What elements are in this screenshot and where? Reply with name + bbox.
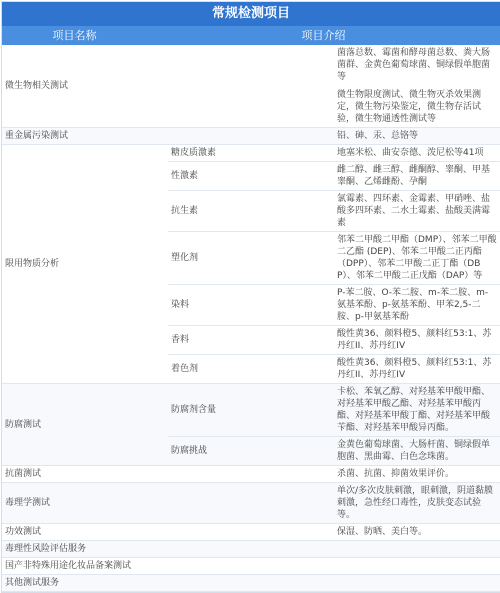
subitem-name: 抗生素	[168, 191, 334, 232]
category-toxicology: 毒理学测试	[2, 483, 334, 524]
subitem-name: 塑化剂	[168, 232, 334, 285]
category-microbe: 微生物相关测试	[2, 45, 334, 128]
subitem-name: 防腐剂含量	[168, 384, 334, 437]
table-row	[2, 524, 500, 541]
subitem-name: 糖皮质激素	[168, 145, 334, 162]
desc-text: P-苯二胺、O-苯二胺、m-苯二胺、m-氨基苯酚、p-氨基苯酚、甲苯2,5-二胺、p-甲氨基苯酚	[334, 285, 500, 326]
category-heavy-metal: 重金属污染测试	[2, 128, 334, 145]
desc-text: 卡松、苯氧乙醇、对羟基苯甲酸甲酯、对羟基苯甲酸乙酯、对羟基苯甲酸丙酯、对羟基苯甲酸丁酯、对羟基苯甲酸苄酯、对羟基苯甲酸异丙酯。	[334, 384, 500, 437]
test-items-table	[1, 1, 500, 593]
desc-text: 邻苯二甲酸二甲酯（DMP）、邻苯二甲酸二乙酯 (DEP)、邻苯二甲酸二正丙酯（DPP）、邻苯二甲酸二正丁酯（DBP）、邻苯二甲酸二正戊酯（DAP）等	[334, 232, 500, 285]
category-restricted: 限用物质分析	[2, 145, 168, 384]
header-name: 项目名称	[52, 29, 97, 42]
table-row	[2, 483, 500, 524]
category-efficacy: 功效测试	[2, 524, 334, 541]
table-row	[2, 466, 500, 483]
category-other: 其他测试服务	[2, 575, 500, 592]
subitem-name: 香料	[168, 326, 334, 355]
desc-text: 保湿、防晒、美白等。	[334, 524, 500, 541]
desc-text: 金黄色葡萄球菌、大肠杆菌、铜绿假单胞菌、黑曲霉、白色念珠菌。	[334, 437, 500, 466]
desc-text: 杀菌、抗菌、抑菌效果评价。	[334, 466, 500, 483]
desc-cell	[334, 45, 500, 128]
desc-text: 单次/多次皮肤刺激，眼刺激，阴道黏膜刺激，急性经口毒性，皮肤变态试验等。	[334, 483, 500, 524]
table-row	[2, 541, 500, 558]
desc-text: 菌落总数、霉菌和酵母菌总数、粪大肠菌群、金黄色葡萄球菌、铜绿假单胞菌等	[337, 48, 491, 82]
desc-text: 微生物限度测试、微生物灭杀效果测定，微生物污染鉴定，微生物存活试验，微生物通透性测试等	[337, 90, 482, 124]
subitem-name: 防腐挑战	[168, 437, 334, 466]
category-antibacterial: 抗菌测试	[2, 466, 334, 483]
desc-text: 雌二醇、雌三醇、雌酮醇、睾酮、甲基睾酮、乙烯雌酚、孕酮	[334, 162, 500, 191]
desc-text: 地塞米松、曲安奈德、泼尼松等41项	[334, 145, 500, 162]
subitem-name: 染料	[168, 285, 334, 326]
desc-text: 酸性黄36、颜料橙5、颜料红53:1、苏丹红II、苏丹红IV	[334, 355, 500, 384]
desc-text: 铅、砷、汞、总铬等	[334, 128, 500, 145]
items-table	[2, 45, 500, 592]
table-row	[2, 384, 500, 437]
subitem-name: 性激素	[168, 162, 334, 191]
table-row	[2, 145, 500, 162]
table-header	[2, 26, 500, 45]
subitem-name: 着色剂	[168, 355, 334, 384]
category-preservation: 防腐测试	[2, 384, 168, 466]
table-row	[2, 45, 500, 128]
desc-text: 酸性黄36、颜料橙5、颜料红53:1、苏丹红II、苏丹红IV	[334, 326, 500, 355]
category-risk: 毒理性风险评估服务	[2, 541, 500, 558]
table-row	[2, 575, 500, 592]
header-intro: 项目介绍	[301, 29, 346, 42]
table-row	[2, 558, 500, 575]
category-domestic: 国产非特殊用途化妆品备案测试	[2, 558, 500, 575]
desc-text: 氯霉素、四环素、金霉素、甲硝唑、盐酸多四环素、二水土霉素、盐酸美满霉素	[334, 191, 500, 232]
table-row	[2, 128, 500, 145]
table-title: 常规检测项目	[2, 2, 500, 26]
